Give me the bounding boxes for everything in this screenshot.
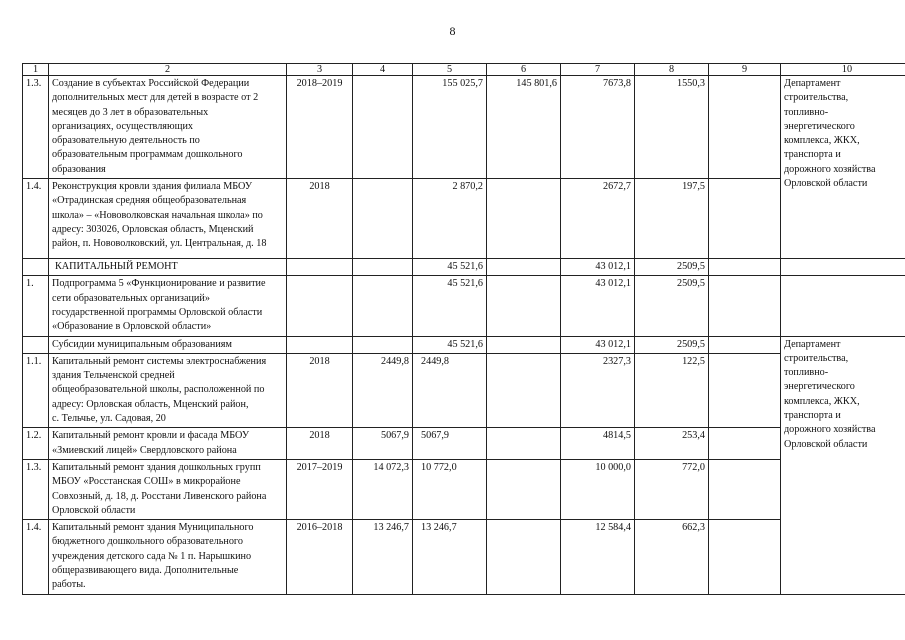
row-period: 2016–2018: [287, 520, 353, 594]
row-department: [781, 259, 905, 276]
row-number: 1.3.: [23, 76, 49, 179]
col-header: 4: [353, 64, 413, 76]
row-value-total: [353, 259, 413, 276]
row-description: Создание в субъектах Российской Федерации дополнительных мест для детей в возрасте от 2 месяцев до 3 лет в образовательных организациях, осуществляющих образовательную деятельность по образовательным программам дошкольного образования: [49, 76, 287, 179]
row-department: [781, 276, 905, 336]
row-value-col5: 2 870,2: [413, 179, 487, 259]
responsible-department: Департамент строительства, топливно- энергетического комплекса, ЖКХ, транспорта и дорожного хозяйства Орловской области: [781, 336, 905, 594]
row-period: 2018–2019: [287, 76, 353, 179]
row-value-col6: [487, 179, 561, 259]
row-value-col7: 43 012,1: [561, 276, 635, 336]
row-value-col7: 2327,3: [561, 353, 635, 427]
row-value-col8: 122,5: [635, 353, 709, 427]
row-value-col6: [487, 353, 561, 427]
row-value-col5: 5067,9: [413, 428, 487, 460]
row-value-col5: 155 025,7: [413, 76, 487, 179]
row-number: 1.4.: [23, 520, 49, 594]
row-value-col5: 45 521,6: [413, 336, 487, 353]
row-number: 1.: [23, 276, 49, 336]
table-row: [23, 428, 905, 460]
row-value-col6: [487, 276, 561, 336]
row-number: 1.2.: [23, 428, 49, 460]
row-value-total: [353, 276, 413, 336]
col-header: 1: [23, 64, 49, 76]
row-period: 2017–2019: [287, 459, 353, 519]
row-value-col9: [709, 428, 781, 460]
row-description: Подпрограмма 5 «Функционирование и развитие сети образовательных организаций» государственной программы Орловской области «Образование в Орловской области»: [49, 276, 287, 336]
section-row: [23, 259, 905, 276]
row-description: Капитальный ремонт кровли и фасада МБОУ «Змиевский лицей» Свердловского района: [49, 428, 287, 460]
responsible-department: Департамент строительства, топливно- энергетического комплекса, ЖКХ, транспорта и дорожного хозяйства Орловской области: [781, 76, 905, 259]
row-value-col6: [487, 259, 561, 276]
col-header: 8: [635, 64, 709, 76]
row-value-col9: [709, 459, 781, 519]
row-value-col9: [709, 259, 781, 276]
row-value-col7: 10 000,0: [561, 459, 635, 519]
col-header: 10: [781, 64, 905, 76]
table-row: [23, 76, 905, 179]
row-number: [23, 336, 49, 353]
row-value-col5: 10 772,0: [413, 459, 487, 519]
row-value-col7: 12 584,4: [561, 520, 635, 594]
row-period: 2018: [287, 428, 353, 460]
row-period: 2018: [287, 353, 353, 427]
row-value-total: [353, 179, 413, 259]
row-description: Субсидии муниципальным образованиям: [49, 336, 287, 353]
row-value-col6: 145 801,6: [487, 76, 561, 179]
header-row: [23, 64, 905, 76]
row-value-col6: [487, 336, 561, 353]
table-row: [23, 353, 905, 427]
table-row: [23, 336, 905, 353]
row-value-col8: 2509,5: [635, 276, 709, 336]
row-value-col8: 662,3: [635, 520, 709, 594]
row-number: 1.4.: [23, 179, 49, 259]
row-value-col9: [709, 276, 781, 336]
row-value-col8: 197,5: [635, 179, 709, 259]
program-table: [22, 63, 905, 595]
row-value-col7: 7673,8: [561, 76, 635, 179]
row-value-col6: [487, 520, 561, 594]
table-row: [23, 520, 905, 594]
row-number: 1.1.: [23, 353, 49, 427]
row-value-col5: 45 521,6: [413, 259, 487, 276]
row-value-col9: [709, 336, 781, 353]
col-header: 9: [709, 64, 781, 76]
section-title: КАПИТАЛЬНЫЙ РЕМОНТ: [49, 259, 287, 276]
row-value-col9: [709, 179, 781, 259]
row-value-total: [353, 336, 413, 353]
row-period: [287, 259, 353, 276]
table-row: [23, 276, 905, 336]
row-value-col7: 4814,5: [561, 428, 635, 460]
row-value-total: 5067,9: [353, 428, 413, 460]
row-value-col7: 43 012,1: [561, 259, 635, 276]
col-header: 7: [561, 64, 635, 76]
row-period: [287, 336, 353, 353]
row-period: 2018: [287, 179, 353, 259]
row-description: Капитальный ремонт здания Муниципального бюджетного дошкольного образовательного учреждения детского сада № 1 п. Нарышкино общеразвивающего вида. Дополнительные работы.: [49, 520, 287, 594]
row-value-col5: 45 521,6: [413, 276, 487, 336]
table-row: [23, 459, 905, 519]
row-value-col9: [709, 76, 781, 179]
row-period: [287, 276, 353, 336]
row-value-col5: 2449,8: [413, 353, 487, 427]
row-value-col8: 2509,5: [635, 259, 709, 276]
row-value-col9: [709, 353, 781, 427]
row-number: 1.3.: [23, 459, 49, 519]
row-value-col9: [709, 520, 781, 594]
row-description: Капитальный ремонт системы электроснабжения здания Тельченской средней общеобразовательной школы, расположенной по адресу: Орловская область, Мценский район, с. Тельчье, ул. Садовая, 20: [49, 353, 287, 427]
row-value-col6: [487, 428, 561, 460]
row-value-col5: 13 246,7: [413, 520, 487, 594]
row-description: Капитальный ремонт здания дошкольных групп МБОУ «Росстанская СОШ» в микрорайоне Совхозный, д. 18, д. Росстани Ливенского района Орловской области: [49, 459, 287, 519]
row-value-total: 13 246,7: [353, 520, 413, 594]
row-value-col8: 1550,3: [635, 76, 709, 179]
row-value-total: 2449,8: [353, 353, 413, 427]
row-value-col7: 43 012,1: [561, 336, 635, 353]
col-header: 2: [49, 64, 287, 76]
row-number: [23, 259, 49, 276]
col-header: 6: [487, 64, 561, 76]
col-header: 3: [287, 64, 353, 76]
row-value-col8: 2509,5: [635, 336, 709, 353]
row-value-col8: 253,4: [635, 428, 709, 460]
row-value-total: [353, 76, 413, 179]
table-row: [23, 179, 905, 259]
row-value-col6: [487, 459, 561, 519]
row-description: Реконструкция кровли здания филиала МБОУ «Отрадинская средняя общеобразовательная школа» – «Нововолковская начальная школа» по адресу: 303026, Орловская область, Мценский район, п. Нововолковский, ул. Центральная, д. 18: [49, 179, 287, 259]
row-value-total: 14 072,3: [353, 459, 413, 519]
col-header: 5: [413, 64, 487, 76]
page-number: 8: [449, 24, 456, 38]
row-value-col7: 2672,7: [561, 179, 635, 259]
row-value-col8: 772,0: [635, 459, 709, 519]
